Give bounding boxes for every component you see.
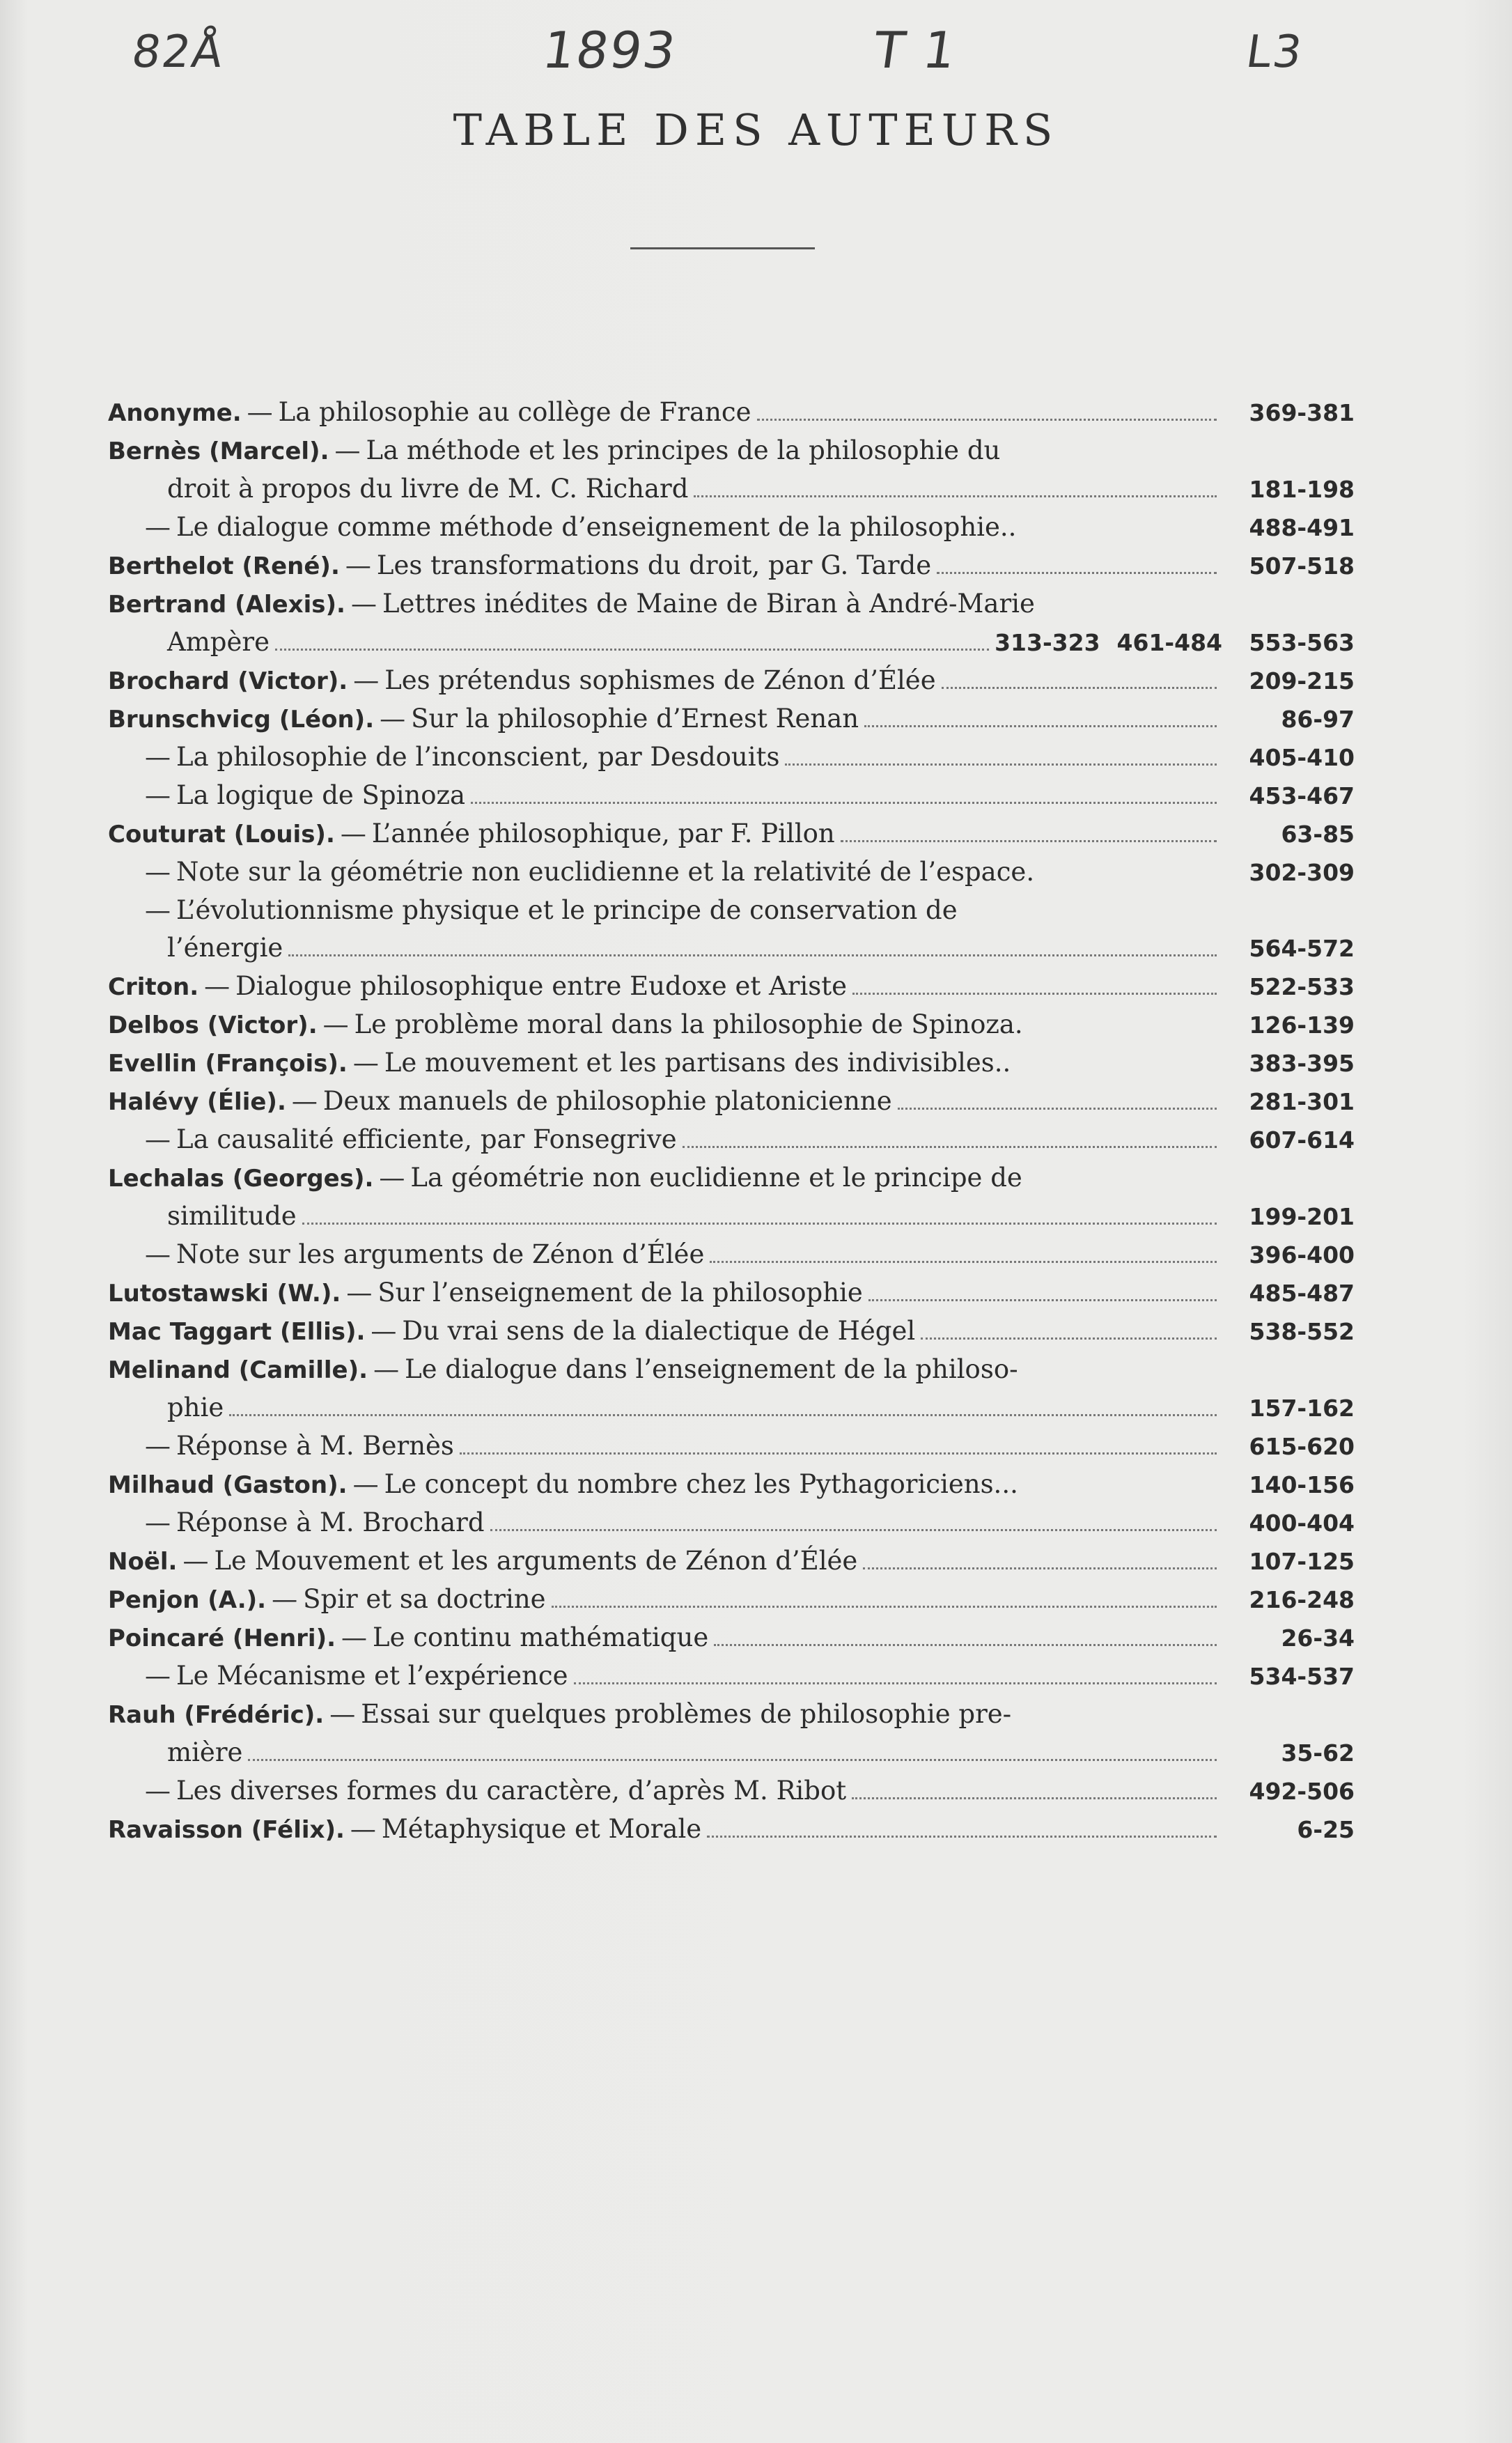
- page-range: 313-323: [995, 629, 1100, 656]
- entry-lechalas: Lechalas (Georges). — La géométrie non euclidienne et le principe de similitude 199-201 — Note sur les arguments de Zénon d’Élée 396-400: [108, 1159, 1355, 1274]
- page-range: 63-85: [1281, 821, 1355, 848]
- page-range: 488-491: [1249, 514, 1355, 541]
- page-range: 485-487: [1249, 1280, 1355, 1307]
- dot-leader: [710, 1261, 1217, 1263]
- page-range: 181-198: [1249, 476, 1355, 503]
- dot-leader: [714, 1644, 1217, 1646]
- page-range: 538-552: [1249, 1318, 1355, 1345]
- article-title: Réponse à M. Brochard: [176, 1507, 485, 1537]
- author-name: Bertrand (Alexis).: [108, 591, 345, 619]
- author-name: Evellin (François).: [108, 1050, 348, 1078]
- author-name: Mac Taggart (Ellis).: [108, 1318, 366, 1346]
- article-title: Note sur les arguments de Zénon d’Élée: [176, 1239, 705, 1269]
- page-range: 461-484: [1116, 629, 1222, 656]
- dot-leader: [785, 763, 1217, 766]
- entry-brunschvicg: Brunschvicg (Léon). — Sur la philosophie d’Ernest Renan 86-97 — La philosophie de l’inconscient, par Desdouits 405-410 — La logique de Spinoza 453-467: [108, 700, 1355, 815]
- dot-leader: [757, 419, 1217, 421]
- entry-rauh: Rauh (Frédéric). — Essai sur quelques problèmes de philosophie pre- mière 35-62 — Les diverses formes du caractère, d’après M. Ribot 492-506: [108, 1696, 1355, 1810]
- author-name: Milhaud (Gaston).: [108, 1471, 348, 1499]
- page-range: 86-97: [1281, 706, 1355, 733]
- article-title-continued: phie: [167, 1393, 224, 1422]
- article-title: La méthode et les principes de la philosophie du: [366, 435, 1001, 465]
- page-range: 400-404: [1249, 1510, 1355, 1537]
- article-title: Lettres inédites de Maine de Biran à André-Marie: [382, 589, 1035, 619]
- dot-leader: [863, 1567, 1217, 1569]
- page-range: 405-410: [1249, 744, 1355, 771]
- page-range: 209-215: [1249, 667, 1355, 695]
- page-title: TABLE DES AUTEURS: [453, 104, 1059, 155]
- author-name: Delbos (Victor).: [108, 1011, 318, 1039]
- author-name: Anonyme.: [108, 399, 242, 427]
- article-title-continued: Ampère: [167, 627, 270, 657]
- dot-leader: [694, 495, 1217, 497]
- page-range: 107-125: [1249, 1548, 1355, 1575]
- author-name: Melinand (Camille).: [108, 1356, 368, 1384]
- page-range: 507-518: [1249, 552, 1355, 580]
- dot-leader: [898, 1108, 1217, 1110]
- article-title: Dialogue philosophique entre Eudoxe et Ariste: [235, 971, 847, 1001]
- dot-leader: [707, 1836, 1217, 1838]
- page-range: 564-572: [1249, 935, 1355, 962]
- page-range: 615-620: [1249, 1433, 1355, 1460]
- author-name: Lutostawski (W.).: [108, 1280, 341, 1308]
- handwritten-year: 1893: [539, 21, 681, 79]
- dot-leader: [490, 1529, 1217, 1531]
- article-title: Deux manuels de philosophie platonicienne: [322, 1086, 892, 1116]
- entry-bertrand: Bertrand (Alexis). — Lettres inédites de Maine de Biran à André-Marie Ampère 313-323 461-484 553-563: [108, 585, 1355, 662]
- page-range: 199-201: [1249, 1203, 1355, 1230]
- author-name: Lechalas (Georges).: [108, 1165, 374, 1193]
- dot-leader: [248, 1759, 1217, 1761]
- article-title: Essai sur quelques problèmes de philosophie pre-: [361, 1699, 1012, 1729]
- article-title: Métaphysique et Morale: [381, 1814, 702, 1844]
- entry-criton: Criton. — Dialogue philosophique entre Eudoxe et Ariste 522-533: [108, 968, 1355, 1006]
- page-range: 369-381: [1249, 399, 1355, 426]
- article-title: Le dialogue comme méthode d’enseignement de la philosophie..: [176, 512, 1017, 542]
- entry-halevy: Halévy (Élie). — Deux manuels de philosophie platonicienne 281-301 — La causalité efficiente, par Fonsegrive 607-614: [108, 1083, 1355, 1159]
- entry-brochard: Brochard (Victor). — Les prétendus sophismes de Zénon d’Élée 209-215: [108, 662, 1355, 700]
- entry-ravaisson: Ravaisson (Félix). — Métaphysique et Morale 6-25: [108, 1810, 1355, 1849]
- page-range: 6-25: [1297, 1816, 1355, 1843]
- dot-leader: [683, 1146, 1217, 1148]
- article-title: Le continu mathématique: [373, 1622, 709, 1652]
- entry-mactaggart: Mac Taggart (Ellis). — Du vrai sens de la dialectique de Hégel 538-552: [108, 1312, 1355, 1351]
- dot-leader: [275, 649, 989, 651]
- article-title: Spir et sa doctrine: [303, 1584, 546, 1614]
- page-range: 140-156: [1249, 1471, 1355, 1498]
- article-title: Note sur la géométrie non euclidienne et la relativité de l’espace.: [176, 857, 1035, 887]
- page-range: 492-506: [1249, 1778, 1355, 1805]
- author-name: Ravaisson (Félix).: [108, 1816, 345, 1844]
- author-name: Bernès (Marcel).: [108, 437, 329, 465]
- author-name: Criton.: [108, 973, 199, 1001]
- entry-bernes: Bernès (Marcel). — La méthode et les principes de la philosophie du droit à propos du livre de M. C. Richard 181-198 — Le dialogue comme méthode d’enseignement de la philosophie.. 488-491: [108, 432, 1355, 547]
- article-title-continued: l’énergie: [167, 933, 283, 963]
- dot-leader: [229, 1414, 1217, 1416]
- article-title-continued: droit à propos du livre de M. C. Richard: [167, 474, 689, 504]
- article-title: Le problème moral dans la philosophie de Spinoza.: [354, 1009, 1023, 1039]
- dot-leader: [942, 687, 1217, 689]
- table-of-authors: [108, 394, 1355, 1849]
- dot-leader: [841, 840, 1217, 842]
- dot-leader: [852, 1797, 1217, 1799]
- article-title-continued: similitude: [167, 1201, 297, 1231]
- article-title-continued: mière: [167, 1737, 243, 1767]
- author-name: Couturat (Louis).: [108, 821, 335, 848]
- dot-leader: [302, 1223, 1217, 1225]
- page-range: 383-395: [1249, 1050, 1355, 1077]
- dot-leader: [552, 1606, 1217, 1608]
- page-range: 157-162: [1249, 1395, 1355, 1422]
- article-title: La philosophie au collège de France: [278, 397, 751, 427]
- page-range: 35-62: [1281, 1739, 1355, 1767]
- entry-lutostawski: Lutostawski (W.). — Sur l’enseignement de la philosophie 485-487: [108, 1274, 1355, 1312]
- entry-poincare: Poincaré (Henri). — Le continu mathématique 26-34 — Le Mécanisme et l’expérience 534-537: [108, 1619, 1355, 1696]
- entry-melinand: Melinand (Camille). — Le dialogue dans l’enseignement de la philoso- phie 157-162 — Réponse à M. Bernès 615-620: [108, 1351, 1355, 1466]
- author-name: Berthelot (René).: [108, 552, 340, 580]
- entry-couturat: Couturat (Louis). — L’année philosophique, par F. Pillon 63-85 — Note sur la géométrie non euclidienne et la relativité de l’espace. 302-309 — L’évolutionnisme physique et le principe de conservation de l’énergie 564-572: [108, 815, 1355, 968]
- dot-leader: [471, 802, 1217, 804]
- entry-evellin: Evellin (François). — Le mouvement et les partisans des indivisibles.. 383-395: [108, 1044, 1355, 1083]
- article-title: Du vrai sens de la dialectique de Hégel: [402, 1316, 916, 1346]
- article-title: Les diverses formes du caractère, d’après M. Ribot: [176, 1776, 847, 1806]
- page-range: 281-301: [1249, 1088, 1355, 1115]
- article-title: Les transformations du droit, par G. Tarde: [376, 550, 932, 580]
- page-range: 396-400: [1249, 1241, 1355, 1269]
- entry-delbos: Delbos (Victor). — Le problème moral dans la philosophie de Spinoza. 126-139: [108, 1006, 1355, 1044]
- entry-anonyme: Anonyme. — La philosophie au collège de France 369-381: [108, 394, 1355, 432]
- author-name: Penjon (A.).: [108, 1586, 267, 1614]
- handwritten-note-left: 82Å: [128, 26, 228, 78]
- dot-leader: [288, 954, 1217, 956]
- handwritten-tome: T 1: [870, 21, 961, 79]
- entry-milhaud: Milhaud (Gaston). — Le concept du nombre chez les Pythagoriciens... 140-156 — Réponse à M. Brochard 400-404: [108, 1466, 1355, 1542]
- author-name: Halévy (Élie).: [108, 1088, 286, 1116]
- page-range: 216-248: [1249, 1586, 1355, 1613]
- entry-berthelot: Berthelot (René). — Les transformations du droit, par G. Tarde 507-518: [108, 547, 1355, 585]
- dot-leader: [921, 1337, 1217, 1340]
- page-range: 302-309: [1249, 859, 1355, 886]
- handwritten-note-right: L3: [1242, 26, 1307, 78]
- article-title: L’année philosophique, par F. Pillon: [371, 819, 835, 848]
- page-range: 26-34: [1281, 1624, 1355, 1652]
- dot-leader: [868, 1299, 1217, 1301]
- article-title: L’évolutionnisme physique et le principe de conservation de: [176, 895, 958, 925]
- dot-leader: [852, 993, 1217, 995]
- page-range: 553-563: [1249, 629, 1355, 656]
- page-range: 607-614: [1249, 1126, 1355, 1154]
- article-title: Réponse à M. Bernès: [176, 1431, 454, 1461]
- article-title: La géométrie non euclidienne et le principe de: [410, 1163, 1022, 1193]
- article-title: Les prétendus sophismes de Zénon d’Élée: [384, 665, 936, 695]
- author-name: Poincaré (Henri).: [108, 1624, 336, 1652]
- author-name: Brunschvicg (Léon).: [108, 706, 375, 734]
- dot-leader: [864, 725, 1217, 727]
- entry-noel: Noël. — Le Mouvement et les arguments de Zénon d’Élée 107-125: [108, 1542, 1355, 1581]
- dot-leader: [937, 572, 1217, 574]
- article-title: La philosophie de l’inconscient, par Desdouits: [176, 742, 780, 772]
- title-rule: [630, 247, 815, 249]
- page-range: 126-139: [1249, 1011, 1355, 1039]
- article-title: Le concept du nombre chez les Pythagoriciens...: [384, 1469, 1018, 1499]
- page-range: 522-533: [1249, 973, 1355, 1000]
- article-title: Le dialogue dans l’enseignement de la philoso-: [405, 1354, 1018, 1384]
- article-title: Le Mouvement et les arguments de Zénon d’Élée: [214, 1546, 858, 1576]
- author-name: Noël.: [108, 1548, 178, 1576]
- dot-leader: [574, 1682, 1217, 1684]
- entry-penjon: Penjon (A.). — Spir et sa doctrine 216-248: [108, 1581, 1355, 1619]
- author-name: Brochard (Victor).: [108, 667, 348, 695]
- article-title: Le mouvement et les partisans des indivisibles..: [384, 1048, 1011, 1078]
- article-title: Le Mécanisme et l’expérience: [176, 1661, 568, 1691]
- dot-leader: [460, 1452, 1217, 1455]
- author-name: Rauh (Frédéric).: [108, 1701, 325, 1729]
- page-range: 453-467: [1249, 782, 1355, 809]
- article-title: Sur l’enseignement de la philosophie: [377, 1278, 863, 1308]
- article-title: Sur la philosophie d’Ernest Renan: [411, 704, 859, 734]
- page-range: 534-537: [1249, 1663, 1355, 1690]
- article-title: La causalité efficiente, par Fonsegrive: [176, 1124, 677, 1154]
- article-title: La logique de Spinoza: [176, 780, 466, 810]
